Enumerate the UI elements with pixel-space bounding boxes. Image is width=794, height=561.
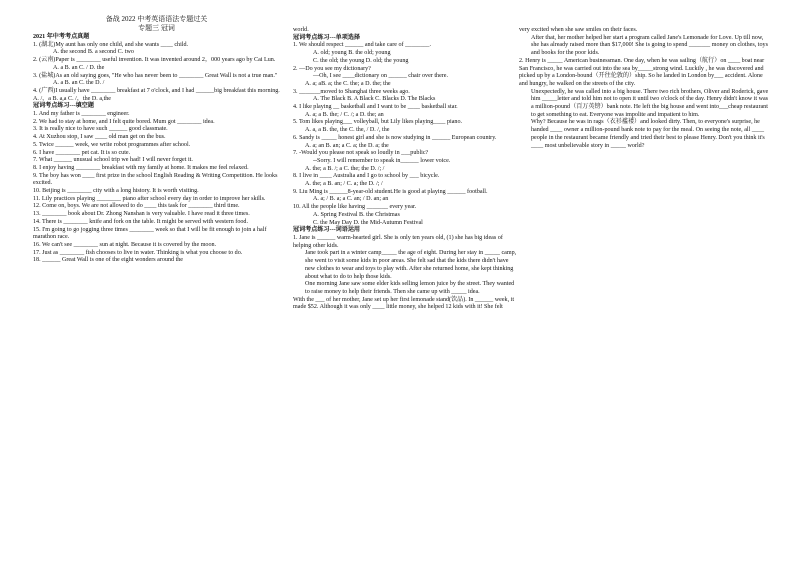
document-title: 备战 2022 中考英语语法专题过关 [105,15,208,23]
text-line: 2. Henry is _____ American businessman. One day, when he was sailing（航行）on ____ boat near San Francisco, he was carried out into the sea by_____strong wind. Luckily , he was discovered and picked up by a London-bound（开往伦敦的）ship. So he landed in London by___ accident. Alone and hungry, he walked on the streets of the city. [519,57,765,87]
text-line: 9. The boy has won ____ first prize in the school English Reading & Writing Competition. He looks excited. [33,172,278,187]
text-line: 7. What ______ unusual school trip we had! I will never forget it. [33,157,193,164]
text-line: 15. I'm going to go jogging three times ________ week so that I will be fit enough to join a half marathon race. [33,226,267,241]
text-line: With the ___ of her mother, Jane set up her first lemonade stand(饮品). In ______ week, it made $52. Although it was only ____ little money, she helped 12 kids with it! She felt [293,296,515,311]
text-line: 10. All the people like having _______ every year. [293,204,417,211]
text-line: 16. We can't see ________ sun at night. Because it is covered by the moon. [33,241,217,248]
text-line: 18. ______ Great Wall is one of the eight wonders around the [33,257,184,264]
text-line: —Oh, I see ____dictionary on ______ chair over there. [313,73,449,80]
text-line: A. a; an B. an; a C. a; the D. a; the [305,142,389,149]
text-line: 4. At Xuzhou stop, I saw ____ old man get on the bus. [33,134,166,141]
text-line: 2. (云南)Paper is ________ useful invention. It was invented around 2，000 years ago by Cai Lun. [33,57,276,64]
text-line: A. /，a B. a,a C. /，the D. a,the [33,95,112,102]
text-line: After that, her mother helped her start a program called Jane's Lemonade for Love. Up till now, she has already raised more than $17,000! She is going to spend _______ money on clothes, toys and books for the poor kids. [531,34,768,57]
text-line: A. a B. an C. the D. / [53,80,105,87]
text-line: Unexpectedly, he was called into a big house. There two rich brothers, Oliver and Roderick, gave him _____letter and told him not to open it until two o'clock of the day. Henry didn't know it was a million-pound（百万英镑）bank note. He left the big house and went into___cheap restaurant to get something to eat. Everyone was impolite and impatient to him. [531,88,769,118]
column-left-content [33,34,280,265]
text-line: C. the May Day D. the Mid-Autumn Festival [313,219,423,226]
section-heading: 冠词考点练习---单项选择 [293,34,361,41]
text-line: Jane took part in a winter camp_____ the age of eight. During her stay in _____ camp, she went to visit some kids in poor areas. She felt sad that the kids there didn't have new clothes to wear and toys to play with. After she returned home, she kept thinking about what to do to help those kids. [305,250,517,280]
text-line: 3. (盐城)As an old saying goes, "He who has never been to ________ Great Wall is not a true man." [33,72,278,79]
text-line: 4. (广西)I usually have ________ breakfast at 7 o'clock, and I had ______big breakfast this morning. [33,87,280,94]
text-line: 8. I live in ____ Australia and I go to school by ___ bicycle. [293,173,440,180]
column-left [33,14,280,265]
text-line: 1. We should respect ______ and take care of ________. [293,42,431,49]
text-line: A. a; / B. a; a C. an; / D. an; an [313,196,389,203]
column-right [519,27,771,150]
text-line: A. Spring Festival B. the Christmas [313,211,400,218]
text-line: A. a, a B. the, the C. the, / D. /, the [305,127,390,134]
text-line: A. the; a B. an; / C. a; the D. /; / [305,181,383,188]
text-line: 10. Beijing is ________ city with a long history. It is worth visiting. [33,188,199,195]
text-line: A. the; a B. /; a C. the; the D. /; / [305,165,385,172]
text-line: C. the old; the young D. old; the young [313,57,409,64]
text-line: 6. Sandy is _____ honest girl and she is now studying in ______ European country. [293,134,497,141]
text-line: One morning Jane saw some elder kids selling lemon juice by the street. They wanted to raise money to help their friends. Then she came up with _____ idea. [305,281,515,295]
text-line: 2. We had to stay at home, and I felt quite bored. Mum got ________ idea. [33,118,215,125]
text-line: --Sorry. I will remember to speak in______ lower voice. [313,157,451,164]
text-line: 1. And my father is ________ engineer. [33,111,130,118]
text-line: 13. ________ book about Dr. Zhong Nanshan is very valuable. I have read it three times. [33,211,250,218]
text-line: 1. Jane is ______ warm-hearted girl. She is only ten years old, (1) she has big ideas of helping other kids. [293,234,503,249]
text-line: world. [293,27,309,33]
text-line: 3. It is really nice to have such ______ good classmate. [33,126,168,133]
text-line: 7. -Would you please not speak so loudly in ___public? [293,150,429,157]
text-line: A. The Black B. A Black C. Blacks D. The Blacks [313,96,436,103]
text-line: A. a B. an C. / D. the [53,64,105,71]
text-line: 12. Come on, boys. We are not allowed to do ____ this task for ________ third time. [33,203,240,210]
text-line: A. the second B. a second C. two [53,49,134,56]
text-line: A. a; a B. the; / C. /; a D. the; an [305,111,384,118]
column-middle-content [293,27,518,312]
text-line: 17. Just as ________ fish chooses to live in water. Thinking is what you choose to do. [33,249,243,256]
text-line: 3. _______moved to Shanghai three weeks ago. [293,88,410,95]
text-line: 4. I like playing __ basketball and I want to be ____ basketball star. [293,104,458,111]
text-line: 2. —Do you see my dictionary? [293,65,371,72]
section-heading: 冠词考点练习---词语运用 [293,227,361,234]
section-heading: 冠词考点练习---填空题 [33,103,94,110]
text-line: 8. I enjoy having ________ breakfast with my family at home. It makes me feel relaxed. [33,164,249,171]
text-line: 11. Lily practices playing ________ piano after school every day in order to improve her skills. [33,195,266,202]
text-line: 9. Liu Ming is ______8-year-old student.He is good at playing ______ football. [293,188,488,195]
text-line: A. old; young B. the old; young [313,50,391,57]
text-line: 14. There is ________ knife and fork on the table. It might be served with western food. [33,218,248,225]
column-right-content [519,27,771,150]
section-heading: 2021 年中考考点真题 [33,34,90,40]
text-line: Why? Because he was in rags（衣衫褴褛）and looked dirty. Then, to everyone's surprise, he handed ____ owner a million-pound bank note to pay for the meal. On seeing the note, all ____ people in the restaurant became friendly and tried their best to please Henry. Don't you think it's ____ most unbelievable story in _____ world? [531,119,765,149]
text-line: 5. Tom likes playing___ volleyball, but Lily likes playing____ piano. [293,119,463,126]
text-line: 5. Twice ______ week, we write robot programmes after school. [33,141,191,148]
text-line: 6. I have ________ pet cat. It is so cute. [33,149,131,156]
text-line: very excited when she saw smiles on their faces. [519,27,638,33]
column-middle [293,27,518,312]
text-line: 1. (湖北)My aunt has only one child, and she wants ____ child. [33,41,189,48]
document-subtitle: 专题三 冠词 [138,24,175,32]
text-line: A. a; aB. a; the C. the; a D. the; the [305,80,391,87]
